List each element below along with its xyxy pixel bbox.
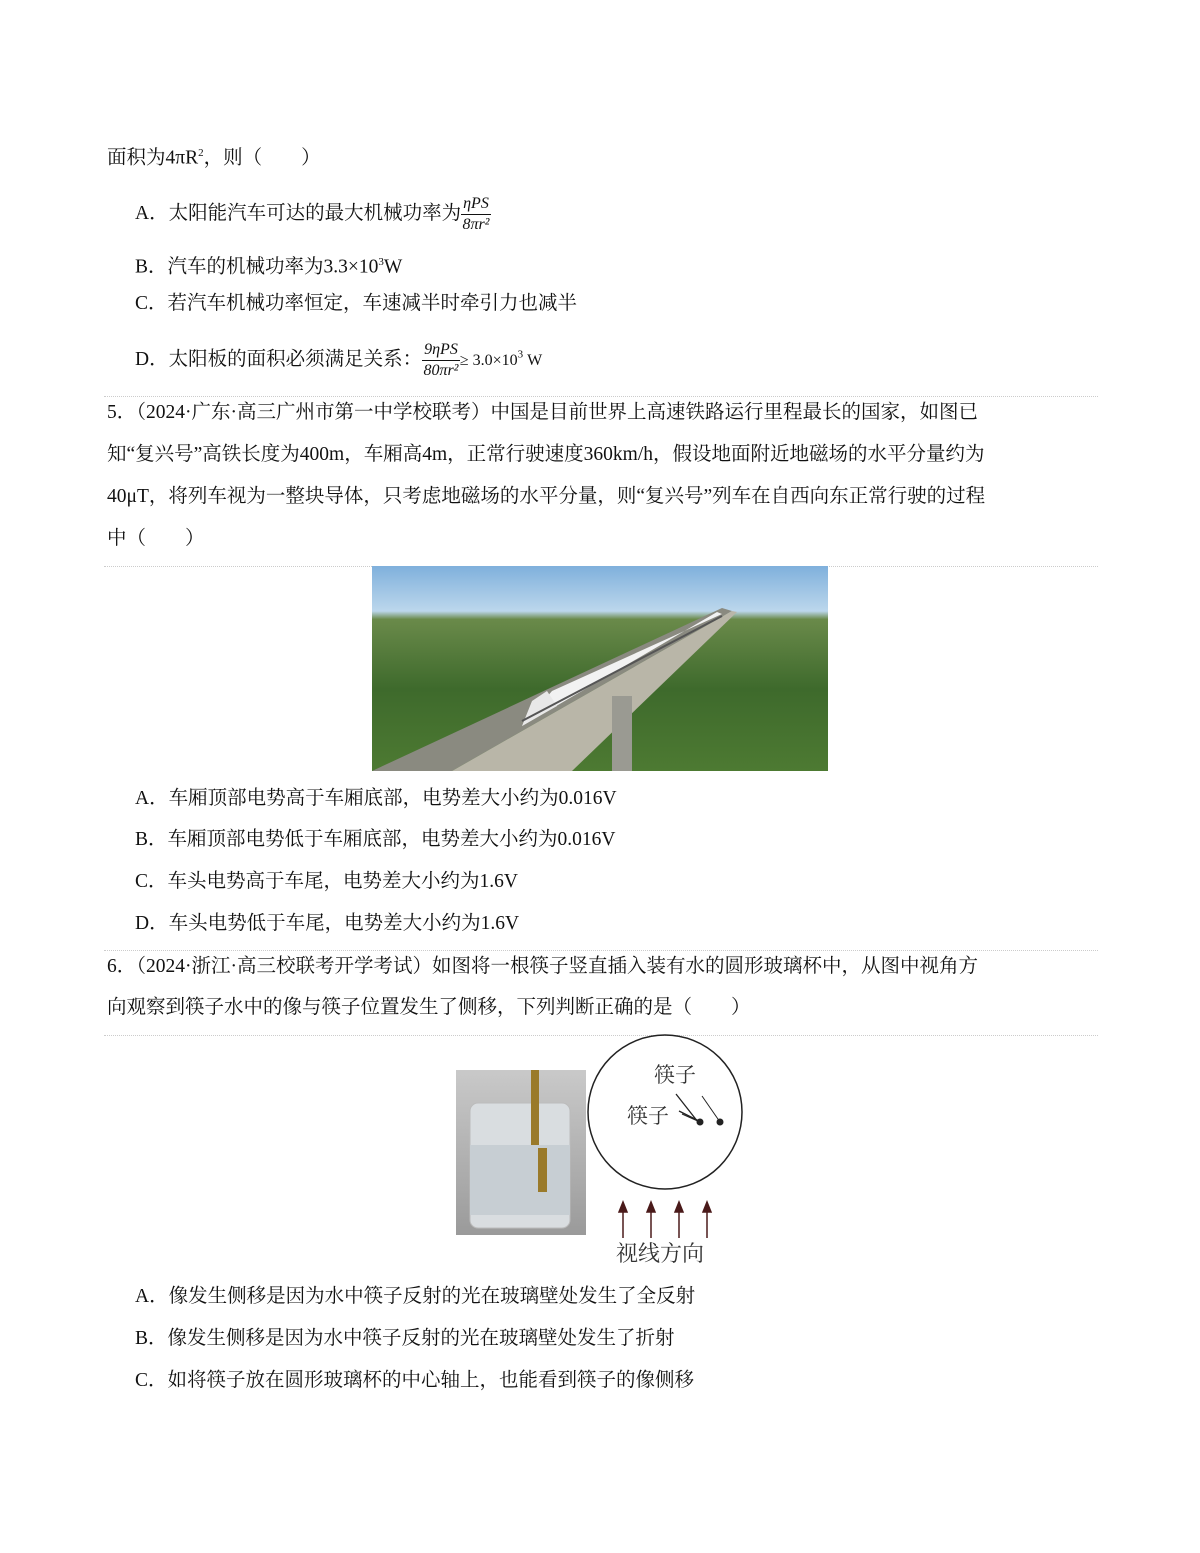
q5-option-d[interactable] <box>135 911 519 937</box>
q6-stem-line: 向观察到筷子水中的像与筷子位置发生了侧移，下列判断正确的是（ ） <box>107 997 751 1018</box>
divider <box>104 396 1098 397</box>
label: A． <box>135 1286 169 1307</box>
q4-option-a[interactable] <box>135 194 491 235</box>
text: 若汽车机械功率恒定，车速减半时牵引力也减半 <box>167 293 578 314</box>
q4-option-d[interactable] <box>135 340 542 381</box>
sup: 3 <box>517 348 524 361</box>
text: W <box>523 351 543 369</box>
fraction <box>422 340 460 381</box>
label: A． <box>135 202 169 224</box>
text: 车头电势低于车尾，电势差大小约为1.6V <box>168 913 520 934</box>
text: 面积为4πR <box>107 147 199 169</box>
q4-stem-tail <box>107 140 321 172</box>
text: 汽车的机械功率为3.3×10 <box>167 256 379 278</box>
q4-option-b[interactable] <box>135 249 402 281</box>
q6-option-a[interactable] <box>135 1284 695 1310</box>
chopstick-label-left: 筷子 <box>627 1104 669 1128</box>
text: 如将筷子放在圆形玻璃杯的中心轴上，也能看到筷子的像侧移 <box>167 1370 695 1391</box>
label: C． <box>135 1370 168 1391</box>
q4-option-c[interactable] <box>135 291 577 317</box>
denominator: 80πr² <box>423 362 459 379</box>
train-photo <box>372 566 828 771</box>
label: D． <box>135 913 169 934</box>
text: 像发生侧移是因为水中筷子反射的光在玻璃壁处发生了全反射 <box>168 1286 696 1307</box>
glass-illustration <box>456 1070 586 1235</box>
q5-option-a[interactable] <box>135 786 617 812</box>
q5-stem-line: 5．（2024·广东·高三广州市第一中学校联考）中国是目前世界上高速铁路运行里程最长的国家，如图已 <box>107 402 978 423</box>
text: ，则（ ） <box>203 147 321 169</box>
sup: 3 <box>378 256 384 268</box>
label: C． <box>135 871 168 892</box>
text: 太阳能汽车可达的最大机械功率为 <box>168 202 462 224</box>
sup: 2 <box>198 147 204 159</box>
text: ≥ 3.0×10 <box>459 351 518 369</box>
text: 车厢顶部电势高于车厢底部，电势差大小约为0.016V <box>168 788 617 809</box>
numerator: 9ηPS <box>422 340 460 361</box>
glass-photo <box>456 1070 586 1235</box>
label: D． <box>135 348 169 370</box>
q5-option-b[interactable] <box>135 827 615 853</box>
text: 车厢顶部电势低于车厢底部，电势差大小约为0.016V <box>167 829 616 850</box>
chopstick-label-top: 筷子 <box>654 1063 696 1087</box>
label: A． <box>135 788 169 809</box>
label: B． <box>135 829 168 850</box>
q6-option-c[interactable] <box>135 1368 694 1394</box>
denominator: 8πr² <box>462 216 490 233</box>
divider <box>104 950 1098 951</box>
text: 太阳板的面积必须满足关系： <box>168 348 423 370</box>
q5-stem-line: 中（ ） <box>107 528 205 549</box>
q5-stem-line: 40μT，将列车视为一整块导体，只考虑地磁场的水平分量，则“复兴号”列车在自西向东正常行驶的过程 <box>107 486 986 507</box>
train-illustration <box>372 566 828 771</box>
sight-direction-label: 视线方向 <box>616 1242 705 1267</box>
q6-option-b[interactable] <box>135 1326 675 1352</box>
text: W <box>383 256 403 278</box>
text: 车头电势高于车尾，电势差大小约为1.6V <box>167 871 518 892</box>
q5-stem-line: 知“复兴号”高铁长度为400m，车厢高4m，正常行驶速度360km/h，假设地面附近地磁场的水平分量约为 <box>107 444 985 465</box>
text: 像发生侧移是因为水中筷子反射的光在玻璃壁处发生了折射 <box>167 1328 675 1349</box>
label: C． <box>135 293 168 314</box>
label: B． <box>135 1328 168 1349</box>
numerator: ηPS <box>461 194 491 215</box>
q5-option-c[interactable] <box>135 869 518 895</box>
fraction <box>461 194 491 235</box>
q6-stem-line: 6．（2024·浙江·高三校联考开学考试）如图将一根筷子竖直插入装有水的圆形玻璃杯中，从图中视角方 <box>107 956 978 977</box>
label: B． <box>135 256 168 278</box>
